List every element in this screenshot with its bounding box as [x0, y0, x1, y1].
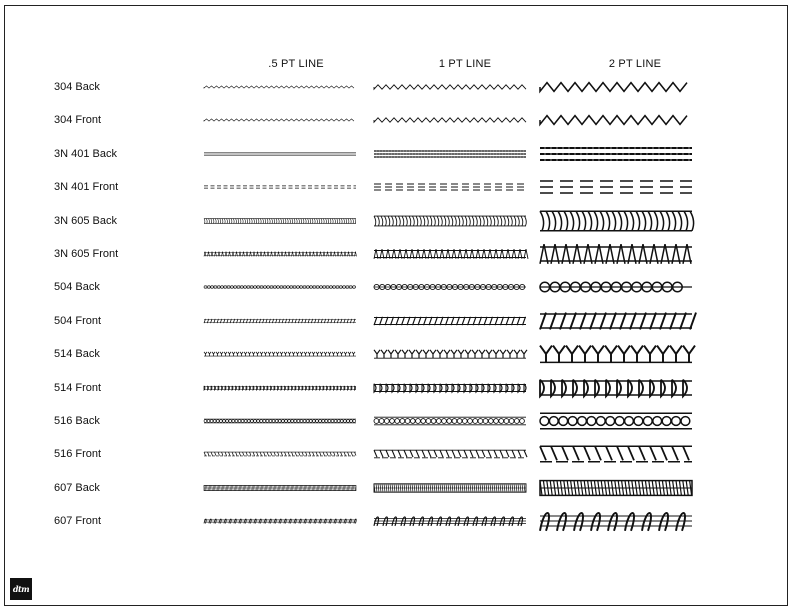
row-label-504-back: 504 Back [54, 281, 100, 294]
stitch-sample-504-back-half-pt-icon [204, 275, 356, 299]
stitch-sample-3n-401-back-one-pt-icon [374, 142, 526, 166]
row-label-504-front: 504 Front [54, 314, 102, 327]
stitch-sample-607-back-two-pt-icon [540, 476, 692, 500]
stitch-sample-504-front-two-pt-icon [540, 309, 692, 333]
row-label-3n-605-back: 3N 605 Back [54, 214, 117, 227]
stitch-sample-607-back-one-pt-icon [374, 476, 526, 500]
stitch-sample-607-front-one-pt-icon [374, 509, 526, 533]
stitch-sample-504-back-one-pt-icon [374, 275, 526, 299]
stitch-sample-3n-605-front-one-pt-icon [374, 242, 526, 266]
stitch-sample-3n-605-front-half-pt-icon [204, 242, 356, 266]
stitch-sample-504-front-one-pt-icon [374, 309, 526, 333]
stitch-sample-516-back-two-pt-icon [540, 409, 692, 433]
row-label-3n-605-front: 3N 605 Front [54, 248, 119, 260]
column-header-half-pt: .5 PT LINE [268, 58, 324, 70]
stitch-sample-516-front-one-pt-icon [374, 442, 526, 466]
stitch-sample-516-back-one-pt-icon [374, 409, 526, 433]
stitch-sample-3n-605-back-one-pt-icon [374, 209, 526, 233]
column-header-2-pt: 2 PT LINE [608, 58, 662, 70]
row-label-3n-401-front: 3N 401 Front [54, 181, 119, 194]
stitch-sample-514-back-two-pt-icon [540, 342, 692, 366]
stitch-sample-504-front-half-pt-icon [204, 309, 356, 333]
row-label-516-back: 516 Back [54, 415, 100, 427]
stitch-sample-3n-401-front-half-pt-icon [204, 175, 356, 199]
stitch-sample-514-front-two-pt-icon [540, 376, 692, 400]
stitch-sample-607-back-half-pt-icon [204, 476, 356, 500]
stitch-sample-3n-605-front-two-pt-icon [540, 242, 692, 266]
stitch-sample-514-back-one-pt-icon [374, 342, 526, 366]
column-header-1-pt: 1 PT LINE [438, 58, 492, 70]
row-label-514-back: 514 Back [54, 348, 100, 361]
stitch-sample-516-back-half-pt-icon [204, 409, 356, 433]
stitch-sample-607-front-two-pt-icon [540, 509, 692, 533]
row-label-607-back: 607 Back [54, 481, 100, 494]
stitch-sample-3n-401-front-two-pt-icon [540, 175, 692, 199]
brand-logo: dtm [10, 578, 32, 600]
stitch-sample-514-back-half-pt-icon [204, 342, 356, 366]
stitch-sample-304-front-one-pt-icon [374, 108, 526, 132]
stitch-sample-516-front-two-pt-icon [540, 442, 692, 466]
stitch-sample-3n-401-front-one-pt-icon [374, 175, 526, 199]
row-label-514-front: 514 Front [54, 381, 102, 394]
stitch-sample-304-front-two-pt-icon [540, 108, 692, 132]
stitch-sample-504-back-two-pt-icon [540, 275, 692, 299]
row-label-516-front: 516 Front [54, 448, 102, 461]
stitch-sample-3n-401-back-two-pt-icon [540, 142, 692, 166]
row-label-3n-401-back: 3N 401 Back [54, 147, 117, 160]
stitch-sample-3n-605-back-two-pt-icon [540, 209, 692, 233]
stitch-sample-3n-605-back-half-pt-icon [204, 209, 356, 233]
stitch-sample-304-back-one-pt-icon [374, 75, 526, 99]
stitch-sample-514-front-one-pt-icon [374, 376, 526, 400]
stitch-sample-514-front-half-pt-icon [204, 376, 356, 400]
stitch-sample-304-back-two-pt-icon [540, 75, 692, 99]
stitch-sample-304-back-half-pt-icon [204, 75, 356, 99]
stitch-sample-607-front-half-pt-icon [204, 509, 356, 533]
row-label-304-back: 304 Back [54, 81, 100, 93]
stitch-sample-304-front-half-pt-icon [204, 108, 356, 132]
stitch-sample-516-front-half-pt-icon [204, 442, 356, 466]
row-label-607-front: 607 Front [54, 515, 102, 528]
stitch-sample-3n-401-back-half-pt-icon [204, 142, 356, 166]
row-label-304-front: 304 Front [54, 114, 102, 127]
